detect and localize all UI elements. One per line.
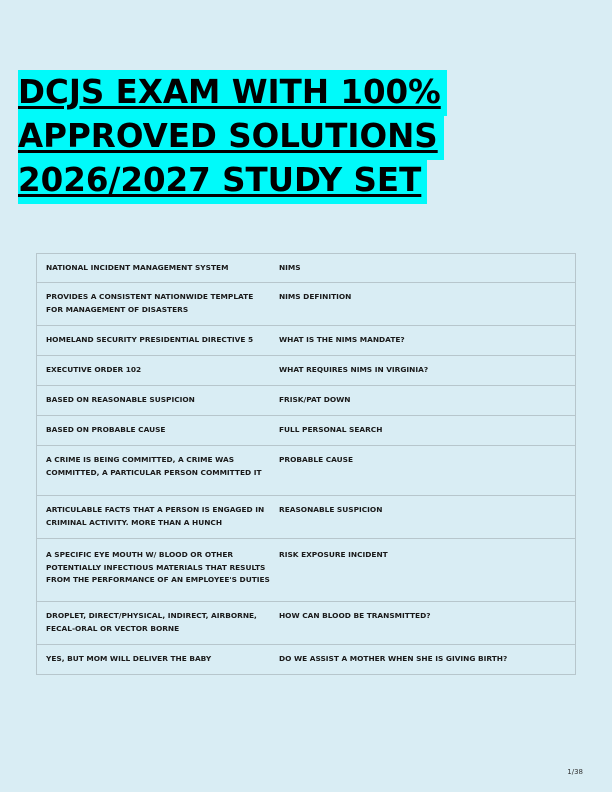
term-cell: PROVIDES A CONSISTENT NATIONWIDE TEMPLATE FOR MANAGEMENT OF DISASTERS [37, 283, 271, 326]
term-cell: HOMELAND SECURITY PRESIDENTIAL DIRECTIVE 5 [37, 326, 271, 356]
definition-cell: WHAT IS THE NIMS MANDATE? [270, 326, 576, 356]
definition-cell: RISK EXPOSURE INCIDENT [270, 539, 576, 602]
title-line [18, 117, 518, 161]
flashcard-table [36, 253, 576, 675]
page-number: 1/38 [567, 768, 583, 776]
term-cell: ARTICULABLE FACTS THAT A PERSON IS ENGAGED IN CRIMINAL ACTIVITY. MORE THAN A HUNCH [37, 496, 271, 539]
term-cell: YES, BUT MOM WILL DELIVER THE BABY [37, 645, 271, 675]
definition-cell: FRISK/PAT DOWN [270, 386, 576, 416]
table-row [37, 496, 576, 539]
term-cell: NATIONAL INCIDENT MANAGEMENT SYSTEM [37, 254, 271, 283]
term-cell: BASED ON REASONABLE SUSPICION [37, 386, 271, 416]
term-cell: EXECUTIVE ORDER 102 [37, 356, 271, 386]
title-line-text: 2026/2027 STUDY SET [18, 158, 427, 204]
title-line [18, 161, 518, 205]
document-title [18, 73, 518, 205]
table-row [37, 645, 576, 675]
definition-cell: PROBABLE CAUSE [270, 446, 576, 496]
table-row [37, 326, 576, 356]
title-line-text: DCJS EXAM WITH 100% [18, 70, 447, 116]
term-cell: DROPLET, DIRECT/PHYSICAL, INDIRECT, AIRBORNE, FECAL-ORAL OR VECTOR BORNE [37, 602, 271, 645]
term-cell: A CRIME IS BEING COMMITTED, A CRIME WAS COMMITTED, A PARTICULAR PERSON COMMITTED IT [37, 446, 271, 496]
term-cell: A SPECIFIC EYE MOUTH W/ BLOOD OR OTHER POTENTIALLY INFECTIOUS MATERIALS THAT RESULTS FROM THE PERFORMANCE OF AN EMPLOYEE'S DUTIES [37, 539, 271, 602]
definition-cell: NIMS [270, 254, 576, 283]
table-row [37, 446, 576, 496]
table-row [37, 602, 576, 645]
table-row [37, 283, 576, 326]
definition-cell: DO WE ASSIST A MOTHER WHEN SHE IS GIVING BIRTH? [270, 645, 576, 675]
title-line [18, 73, 518, 117]
table-row [37, 416, 576, 446]
definition-cell: WHAT REQUIRES NIMS IN VIRGINIA? [270, 356, 576, 386]
title-line-text: APPROVED SOLUTIONS [18, 114, 444, 160]
definition-cell: HOW CAN BLOOD BE TRANSMITTED? [270, 602, 576, 645]
table-row [37, 539, 576, 602]
table-row [37, 386, 576, 416]
definition-cell: NIMS DEFINITION [270, 283, 576, 326]
definition-cell: FULL PERSONAL SEARCH [270, 416, 576, 446]
definition-cell: REASONABLE SUSPICION [270, 496, 576, 539]
term-cell: BASED ON PROBABLE CAUSE [37, 416, 271, 446]
table-row [37, 254, 576, 283]
table-row [37, 356, 576, 386]
